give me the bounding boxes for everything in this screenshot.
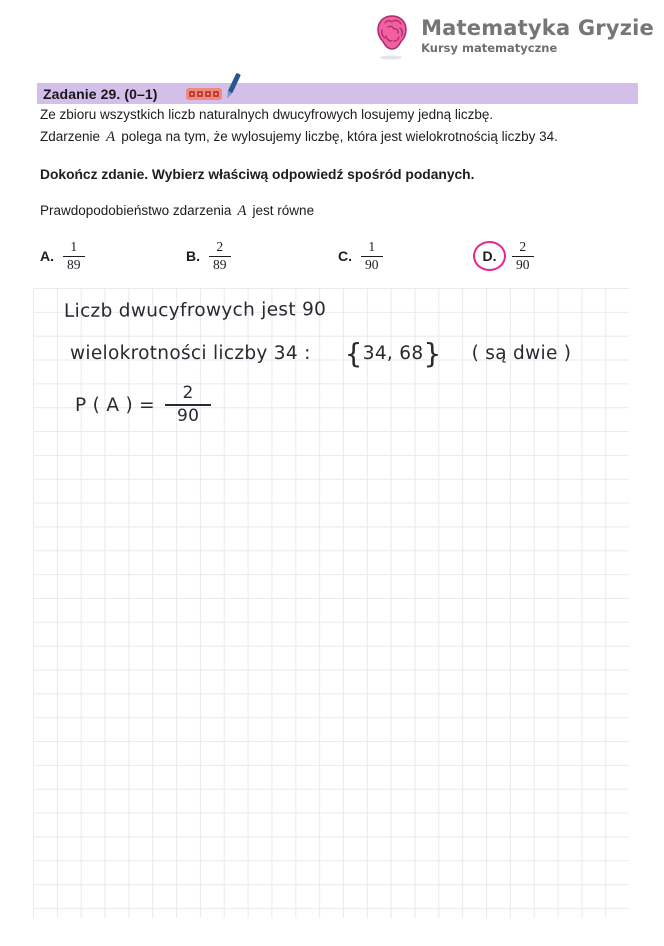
note-fraction-denominator: 90 xyxy=(165,404,211,427)
answer-option-b xyxy=(186,239,231,274)
answer-label: D. xyxy=(482,248,497,265)
answer-option-a xyxy=(40,239,85,274)
fraction-denominator: 89 xyxy=(63,256,85,274)
answer-fraction xyxy=(361,239,383,274)
fraction-numerator: 2 xyxy=(216,239,224,254)
task-banner xyxy=(37,83,638,104)
note-line-3 xyxy=(75,383,211,428)
brain-icon xyxy=(372,13,412,61)
selected-answer-circle xyxy=(473,241,506,271)
fraction-denominator: 89 xyxy=(209,256,231,274)
close-brace: } xyxy=(423,337,442,370)
answer-label: A. xyxy=(40,248,54,265)
fraction-numerator: 1 xyxy=(70,239,78,254)
notes-grid-paper xyxy=(33,288,629,918)
answer-fraction xyxy=(63,239,85,274)
open-brace: { xyxy=(344,337,363,370)
pen-icon xyxy=(223,71,243,101)
note-set-values: 34, 68 xyxy=(362,343,424,364)
event-symbol: A xyxy=(106,129,116,145)
answers-row xyxy=(0,239,664,281)
answer-label: B. xyxy=(186,248,200,265)
note-fraction xyxy=(165,383,211,428)
note-line-2 xyxy=(70,337,571,370)
fraction-denominator: 90 xyxy=(512,256,534,274)
task-title: Zadanie 29. (0–1) xyxy=(43,85,158,102)
answer-option-d xyxy=(481,239,534,274)
note-line-1: Liczb dwucyfrowych jest 90 xyxy=(63,299,327,322)
header-logo xyxy=(372,13,654,61)
note-line-2-label: wielokrotności liczby 34 : xyxy=(70,343,311,364)
event-symbol: A xyxy=(237,203,247,219)
fraction-denominator: 90 xyxy=(361,256,383,274)
statement-line-2-pre: Zdarzenie xyxy=(40,129,101,144)
statement-line-2 xyxy=(40,129,558,146)
difficulty-meter-icon xyxy=(186,88,222,100)
fraction-numerator: 2 xyxy=(519,239,527,254)
statement-line-2-post: polega na tym, że wylosujemy liczbę, która jest wielokrotnością liczby 34. xyxy=(121,129,558,144)
answer-option-c xyxy=(338,239,383,274)
brand-name: Matematyka Gryzie xyxy=(421,16,654,40)
note-set xyxy=(344,337,442,370)
note-probability-expression: P ( A ) = xyxy=(75,394,155,416)
statement-line-1: Ze zbioru wszystkich liczb naturalnych dwucyfrowych losujemy jedną liczbę. xyxy=(40,107,494,122)
question-pre: Prawdopodobieństwo zdarzenia xyxy=(40,203,232,218)
answer-label: C. xyxy=(338,248,352,265)
instruction-text: Dokończ zdanie. Wybierz właściwą odpowiedź spośród podanych. xyxy=(40,167,475,182)
fraction-numerator: 1 xyxy=(368,239,376,254)
question-post: jest równe xyxy=(252,203,315,218)
answer-fraction xyxy=(209,239,231,274)
question-text xyxy=(40,203,314,220)
note-fraction-numerator: 2 xyxy=(182,383,194,403)
note-line-2-comment: ( są dwie ) xyxy=(471,343,572,364)
brand-tagline: Kursy matematyczne xyxy=(421,41,558,56)
answer-fraction xyxy=(512,239,534,274)
